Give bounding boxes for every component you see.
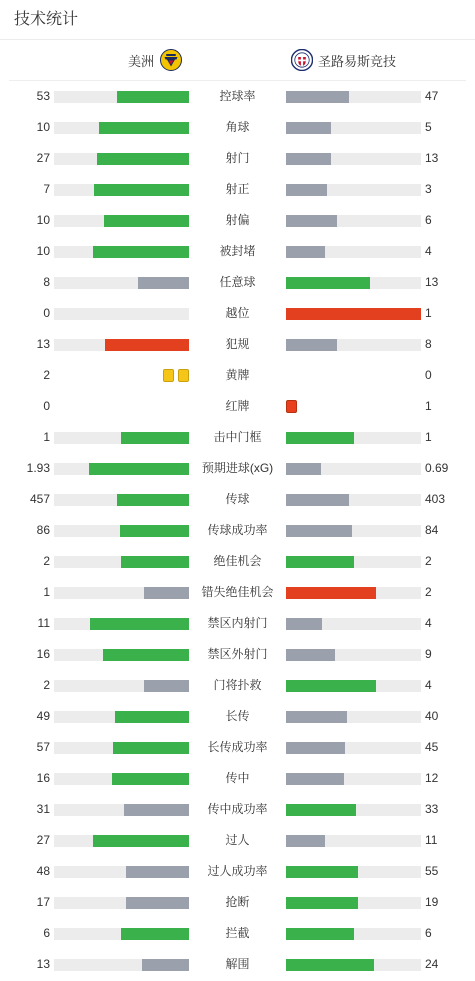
away-bar-track: [286, 742, 421, 754]
stat-label: 射偏: [225, 213, 250, 227]
away-team[interactable]: [291, 40, 396, 80]
away-bar-fill: [286, 277, 370, 289]
yellow-card-icon: [163, 369, 174, 382]
stat-row: [0, 546, 475, 577]
stat-row: [0, 887, 475, 918]
away-bar-track: [286, 122, 421, 134]
stat-row: [0, 391, 475, 422]
away-value: 11: [425, 833, 438, 847]
away-bar-fill: [286, 711, 347, 723]
stat-label: 拦截: [225, 926, 250, 940]
away-value: 24: [425, 957, 439, 971]
away-value: 0: [425, 368, 432, 382]
home-bar-track: [54, 711, 189, 723]
home-bar-fill: [103, 649, 189, 661]
home-value: 16: [36, 647, 50, 661]
home-bar-fill: [94, 184, 189, 196]
home-value: 49: [36, 709, 50, 723]
home-bar-fill: [144, 587, 189, 599]
away-bar-fill: [286, 339, 337, 351]
away-bar-track: [286, 246, 421, 258]
away-value: 33: [425, 802, 439, 816]
away-bar-track: [286, 773, 421, 785]
home-cards: [163, 369, 189, 382]
away-bar-fill: [286, 153, 331, 165]
home-value: 11: [37, 616, 50, 630]
home-value: 31: [36, 802, 50, 816]
stat-label: 射正: [225, 182, 250, 196]
away-value: 0.69: [425, 461, 449, 475]
away-bar-track: [286, 339, 421, 351]
home-bar-fill: [144, 680, 189, 692]
stat-label: 过人: [225, 833, 250, 847]
home-bar-fill: [120, 525, 189, 537]
home-value: 0: [43, 306, 50, 320]
stat-label: 越位: [225, 306, 250, 320]
away-bar-track: [286, 897, 421, 909]
home-bar-track: [54, 122, 189, 134]
stat-row: [0, 608, 475, 639]
home-bar-track: [54, 184, 189, 196]
home-bar-track: [54, 928, 189, 940]
stat-row: [0, 236, 475, 267]
stat-row: [0, 856, 475, 887]
stat-row: [0, 422, 475, 453]
away-bar-track: [286, 215, 421, 227]
stat-row: [0, 174, 475, 205]
stat-row: [0, 515, 475, 546]
stat-label: 角球: [225, 120, 250, 134]
stat-label: 射门: [225, 151, 250, 165]
away-bar-track: [286, 928, 421, 940]
away-bar-fill: [286, 742, 345, 754]
club-america-crest-icon: [160, 49, 182, 71]
home-bar-track: [54, 277, 189, 289]
home-value: 1: [43, 430, 50, 444]
stat-label: 传球: [225, 492, 250, 506]
away-value: 19: [425, 895, 439, 909]
away-value: 13: [425, 275, 439, 289]
home-bar-track: [54, 742, 189, 754]
stat-row: [0, 81, 475, 112]
away-bar-track: [286, 835, 421, 847]
home-value: 57: [36, 740, 50, 754]
home-value: 0: [43, 399, 50, 413]
home-bar-fill: [117, 91, 189, 103]
home-team[interactable]: [128, 40, 182, 80]
red-card-icon: [286, 400, 297, 413]
home-bar-track: [54, 959, 189, 971]
away-value: 3: [425, 182, 432, 196]
home-bar-track: [54, 649, 189, 661]
atletico-san-luis-crest-icon: [291, 49, 313, 71]
away-bar-fill: [286, 618, 322, 630]
away-value: 2: [425, 585, 432, 599]
home-bar-track: [54, 91, 189, 103]
away-bar-fill: [286, 928, 354, 940]
home-bar-fill: [104, 215, 189, 227]
stat-row: [0, 763, 475, 794]
away-team-name: 圣路易斯竞技: [318, 53, 397, 69]
home-value: 2: [43, 368, 50, 382]
away-value: 55: [425, 864, 439, 878]
home-value: 16: [36, 771, 50, 785]
home-bar-track: [54, 339, 189, 351]
home-bar-fill: [115, 711, 189, 723]
home-bar-fill: [142, 959, 189, 971]
home-bar-track: [54, 525, 189, 537]
stat-row: [0, 112, 475, 143]
yellow-card-icon: [178, 369, 189, 382]
home-value: 13: [36, 337, 50, 351]
away-bar-fill: [286, 649, 335, 661]
stat-row: [0, 949, 475, 980]
home-bar-fill: [93, 246, 189, 258]
home-value: 2: [43, 678, 50, 692]
home-value: 457: [29, 492, 50, 506]
away-value: 6: [425, 213, 432, 227]
away-bar-track: [286, 587, 421, 599]
away-bar-track: [286, 804, 421, 816]
home-bar-track: [54, 432, 189, 444]
home-bar-track: [54, 680, 189, 692]
away-value: 2: [425, 554, 432, 568]
stat-row: [0, 639, 475, 670]
away-cards: [286, 400, 297, 413]
away-bar-fill: [286, 432, 354, 444]
home-value: 10: [36, 120, 50, 134]
away-value: 8: [425, 337, 432, 351]
stat-label: 错失绝佳机会: [201, 585, 274, 599]
stat-label: 解围: [225, 957, 250, 971]
home-bar-track: [54, 773, 189, 785]
away-value: 1: [425, 430, 432, 444]
away-bar-fill: [286, 804, 356, 816]
away-bar-fill: [286, 308, 421, 320]
away-value: 4: [425, 678, 432, 692]
away-bar-fill: [286, 122, 331, 134]
stat-row: [0, 205, 475, 236]
away-value: 45: [425, 740, 439, 754]
home-value: 2: [43, 554, 50, 568]
stat-row: [0, 143, 475, 174]
home-bar-track: [54, 835, 189, 847]
home-value: 53: [36, 89, 50, 103]
stat-label: 被封堵: [219, 244, 256, 258]
stat-row: [0, 360, 475, 391]
away-value: 5: [425, 120, 432, 134]
away-bar-track: [286, 959, 421, 971]
away-bar-track: [286, 711, 421, 723]
home-bar-fill: [124, 804, 189, 816]
away-bar-track: [286, 153, 421, 165]
stat-label: 预期进球(xG): [201, 461, 274, 475]
home-bar-track: [54, 494, 189, 506]
home-bar-track: [54, 618, 189, 630]
home-value: 1.93: [26, 461, 50, 475]
away-value: 6: [425, 926, 432, 940]
stat-label: 禁区外射门: [207, 647, 268, 661]
stat-row: [0, 329, 475, 360]
away-value: 84: [425, 523, 439, 537]
away-value: 403: [425, 492, 446, 506]
home-value: 86: [36, 523, 50, 537]
away-bar-fill: [286, 587, 376, 599]
home-value: 6: [43, 926, 50, 940]
home-bar-fill: [138, 277, 189, 289]
away-value: 9: [425, 647, 432, 661]
home-bar-track: [54, 246, 189, 258]
stat-label: 任意球: [219, 275, 256, 289]
stat-row: [0, 577, 475, 608]
home-bar-track: [54, 866, 189, 878]
home-bar-fill: [89, 463, 189, 475]
stat-label: 抢断: [225, 895, 250, 909]
home-bar-fill: [121, 432, 189, 444]
stat-row: [0, 484, 475, 515]
stat-row: [0, 453, 475, 484]
away-bar-fill: [286, 556, 354, 568]
away-value: 47: [425, 89, 439, 103]
home-bar-fill: [113, 742, 189, 754]
home-bar-fill: [126, 866, 189, 878]
home-value: 27: [36, 833, 50, 847]
home-bar-track: [54, 215, 189, 227]
stat-label: 传中: [225, 771, 250, 785]
away-bar-fill: [286, 897, 358, 909]
stat-row: [0, 670, 475, 701]
away-value: 12: [425, 771, 439, 785]
stat-label: 控球率: [219, 89, 256, 103]
stat-label: 长传: [225, 709, 250, 723]
home-bar-track: [54, 556, 189, 568]
stat-label: 绝佳机会: [213, 554, 262, 568]
home-bar-track: [54, 587, 189, 599]
home-bar-fill: [97, 153, 189, 165]
away-bar-fill: [286, 463, 321, 475]
stats-list: [0, 81, 475, 980]
away-bar-track: [286, 556, 421, 568]
home-team-name: 美洲: [127, 53, 154, 69]
away-bar-fill: [286, 246, 325, 258]
away-bar-track: [286, 184, 421, 196]
stat-label: 传中成功率: [207, 802, 268, 816]
stat-label: 禁区内射门: [207, 616, 268, 630]
away-value: 4: [425, 244, 432, 258]
home-bar-track: [54, 308, 189, 320]
away-value: 13: [425, 151, 439, 165]
stat-row: [0, 701, 475, 732]
away-bar-track: [286, 277, 421, 289]
stat-label: 红牌: [225, 399, 250, 413]
home-bar-track: [54, 897, 189, 909]
stat-label: 犯规: [225, 337, 250, 351]
stat-row: [0, 298, 475, 329]
home-bar-fill: [112, 773, 189, 785]
away-bar-track: [286, 525, 421, 537]
away-bar-track: [286, 618, 421, 630]
home-value: 13: [36, 957, 50, 971]
stat-row: [0, 267, 475, 298]
away-bar-fill: [286, 494, 349, 506]
away-value: 40: [425, 709, 439, 723]
home-bar-fill: [90, 618, 189, 630]
teams-header: [9, 40, 466, 81]
stat-label: 传球成功率: [207, 523, 268, 537]
page-title: 技术统计: [0, 0, 475, 40]
stat-row: [0, 918, 475, 949]
away-bar-track: [286, 432, 421, 444]
home-value: 27: [36, 151, 50, 165]
home-value: 10: [36, 213, 50, 227]
home-bar-fill: [105, 339, 189, 351]
stat-label: 门将扑救: [213, 678, 262, 692]
stat-label: 过人成功率: [207, 864, 268, 878]
away-bar-fill: [286, 680, 376, 692]
home-value: 1: [43, 585, 50, 599]
away-value: 1: [425, 306, 432, 320]
away-bar-track: [286, 308, 421, 320]
home-bar-fill: [117, 494, 189, 506]
away-bar-fill: [286, 773, 344, 785]
stat-label: 长传成功率: [207, 740, 268, 754]
away-bar-fill: [286, 959, 374, 971]
home-value: 17: [36, 895, 50, 909]
stat-row: [0, 732, 475, 763]
stat-label: 黄牌: [225, 368, 250, 382]
away-value: 4: [425, 616, 432, 630]
home-bar-fill: [93, 835, 189, 847]
home-value: 7: [43, 182, 50, 196]
home-bar-fill: [126, 897, 189, 909]
home-bar-track: [54, 153, 189, 165]
away-bar-fill: [286, 525, 352, 537]
away-value: 1: [425, 399, 432, 413]
stat-row: [0, 825, 475, 856]
away-bar-fill: [286, 835, 325, 847]
home-value: 10: [36, 244, 50, 258]
away-bar-track: [286, 91, 421, 103]
away-bar-track: [286, 649, 421, 661]
home-bar-fill: [99, 122, 189, 134]
stat-label: 击中门框: [213, 430, 262, 444]
away-bar-track: [286, 463, 421, 475]
home-bar-track: [54, 463, 189, 475]
home-bar-fill: [121, 928, 189, 940]
home-bar-fill: [121, 556, 189, 568]
home-value: 8: [43, 275, 50, 289]
away-bar-fill: [286, 215, 337, 227]
away-bar-fill: [286, 184, 327, 196]
home-bar-track: [54, 804, 189, 816]
away-bar-fill: [286, 91, 349, 103]
away-bar-track: [286, 866, 421, 878]
away-bar-track: [286, 494, 421, 506]
away-bar-track: [286, 680, 421, 692]
away-bar-fill: [286, 866, 358, 878]
stat-row: [0, 794, 475, 825]
home-value: 48: [36, 864, 50, 878]
